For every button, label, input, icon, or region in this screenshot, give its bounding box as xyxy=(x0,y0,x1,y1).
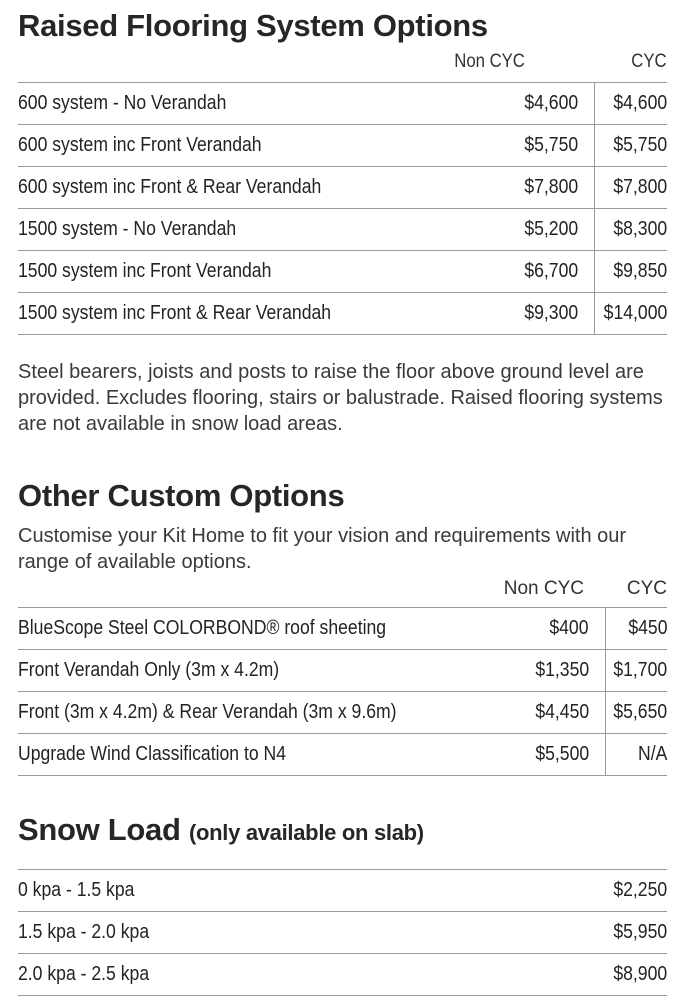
row-label: 2.0 kpa - 2.5 kpa xyxy=(18,963,150,985)
table-row xyxy=(18,954,667,996)
snow-load-table xyxy=(18,869,667,996)
other-col-non-cyc: Non CYC xyxy=(503,578,584,599)
other-options-intro: Customise your Kit Home to fit your vision and requirements with our range of available options. xyxy=(18,525,627,573)
price-cyc: $14,000 xyxy=(603,302,667,324)
snow-load-heading xyxy=(18,812,424,848)
price-non-cyc: $4,600 xyxy=(523,92,578,114)
price-cyc: N/A xyxy=(637,743,667,765)
table-row xyxy=(18,870,667,912)
price-non-cyc: $5,500 xyxy=(534,743,589,765)
row-label: 1.5 kpa - 2.0 kpa xyxy=(18,921,150,943)
raised-col-cyc: CYC xyxy=(631,51,667,72)
price-non-cyc: $400 xyxy=(549,617,589,639)
raised-flooring-table xyxy=(18,82,667,335)
row-label: 1500 system - No Verandah xyxy=(18,218,237,240)
price-non-cyc: $7,800 xyxy=(523,176,578,198)
raised-flooring-heading: Raised Flooring System Options xyxy=(18,8,488,43)
price-non-cyc: $9,300 xyxy=(523,302,578,324)
table-row xyxy=(18,293,667,335)
snow-load-subtitle: (only available on slab) xyxy=(188,820,424,845)
row-label: 600 system inc Front Verandah xyxy=(18,134,262,156)
row-label: 600 system - No Verandah xyxy=(18,92,227,114)
row-label: BlueScope Steel COLORBOND® roof sheeting xyxy=(18,617,387,639)
other-col-cyc: CYC xyxy=(626,578,667,599)
table-row xyxy=(18,650,667,692)
other-options-table xyxy=(18,607,667,776)
table-row xyxy=(18,692,667,734)
snow-load-title: Snow Load xyxy=(18,812,181,847)
row-label: 600 system inc Front & Rear Verandah xyxy=(18,176,322,198)
price-cyc: $9,850 xyxy=(613,260,667,282)
row-label: Upgrade Wind Classification to N4 xyxy=(18,743,287,765)
price: $8,900 xyxy=(613,963,667,985)
table-row xyxy=(18,167,667,209)
other-options-heading: Other Custom Options xyxy=(18,478,345,513)
other-column-headers xyxy=(18,578,667,602)
table-row xyxy=(18,209,667,251)
price: $2,250 xyxy=(613,879,667,901)
price-cyc: $8,300 xyxy=(613,218,667,240)
price-cyc: $7,800 xyxy=(613,176,667,198)
raised-flooring-note: Steel bearers, joists and posts to raise the floor above ground level are provided. Excludes flooring, stairs or balustrade. Raised flooring systems are not available in snow load areas. xyxy=(18,361,663,435)
row-label: Front (3m x 4.2m) & Rear Verandah (3m x 9.6m) xyxy=(18,701,397,723)
raised-column-headers xyxy=(18,51,667,75)
price-cyc: $5,750 xyxy=(613,134,667,156)
price-non-cyc: $5,750 xyxy=(523,134,578,156)
price-cyc: $450 xyxy=(627,617,667,639)
row-label: 1500 system inc Front Verandah xyxy=(18,260,272,282)
price-cyc: $1,700 xyxy=(613,659,667,681)
row-label: 0 kpa - 1.5 kpa xyxy=(18,879,135,901)
table-row xyxy=(18,125,667,167)
price-non-cyc: $1,350 xyxy=(534,659,589,681)
price-cyc: $5,650 xyxy=(613,701,667,723)
price-non-cyc: $5,200 xyxy=(523,218,578,240)
table-row xyxy=(18,251,667,293)
table-row xyxy=(18,608,667,650)
price: $5,950 xyxy=(613,921,667,943)
row-label: Front Verandah Only (3m x 4.2m) xyxy=(18,659,280,681)
price-cyc: $4,600 xyxy=(613,92,667,114)
row-label: 1500 system inc Front & Rear Verandah xyxy=(18,302,332,324)
price-non-cyc: $4,450 xyxy=(534,701,589,723)
raised-col-non-cyc: Non CYC xyxy=(454,51,525,72)
table-row xyxy=(18,734,667,776)
table-row xyxy=(18,912,667,954)
table-row xyxy=(18,83,667,125)
price-non-cyc: $6,700 xyxy=(523,260,578,282)
